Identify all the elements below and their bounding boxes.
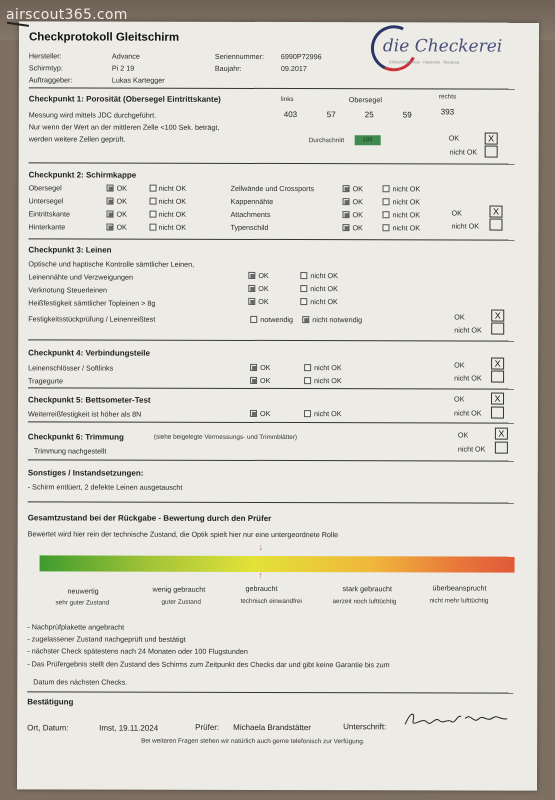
cp3-nicht-ok-label: nicht OK <box>454 325 482 335</box>
cp2-nicht-ok-checkbox[interactable] <box>382 211 389 218</box>
cp3-item: Leinennähte und Verzweigungen <box>28 272 134 282</box>
cp6-nicht-ok-box[interactable] <box>495 442 508 454</box>
cp3-nicht-notwendig-checkbox[interactable] <box>302 316 309 323</box>
cp6-item: Trimmung nachgestellt <box>33 446 107 456</box>
cp1-col-obersegel: Obersegel <box>348 95 382 105</box>
gesamt-subtitle: Bewertet wird hier rein der technische Zustand, die Optik spielt hier nur eine untergeordnete Rolle <box>27 529 339 540</box>
cp2-item: Kappennähte <box>230 196 274 206</box>
cp2-ok-checkbox[interactable] <box>106 224 113 231</box>
cp4-ok-text: OK <box>260 375 271 385</box>
cp2-ok-label: OK <box>451 208 462 218</box>
cp2-nicht-ok-text: nicht OK <box>158 209 187 219</box>
cp1-ok-box[interactable]: X <box>485 133 498 145</box>
note-line: - Das Prüfergebnis stellt den Zustand des Schirms zum Zeitpunkt des Checks dar und gibt keine Garantie bis zum <box>27 659 390 670</box>
scale-label: gebraucht <box>245 583 278 593</box>
watermark: airscout365.com <box>6 7 128 23</box>
cp3-title: Checkpunkt 3: Leinen <box>28 245 112 255</box>
cp2-nicht-ok-text: nicht OK <box>158 222 187 232</box>
cp6-ok-box[interactable]: X <box>495 428 508 440</box>
schirmtyp-label: Schirmtyp: <box>28 63 63 73</box>
cp6-title: Checkpunkt 6: Trimmung <box>27 432 124 442</box>
sonstiges-title: Sonstiges / Instandsetzungen: <box>27 468 144 478</box>
cp3-item: Festigkeitsstückprüfung / Leinenreißtest <box>28 314 156 324</box>
cp3-ok-checkbox[interactable] <box>248 272 255 279</box>
cp3-nicht-ok-text: nicht OK <box>310 297 338 307</box>
cp2-ok-text: OK <box>116 209 127 219</box>
arrow-up-icon: ↑ <box>258 569 264 580</box>
cp4-ok-label: OK <box>454 360 465 370</box>
cp3-ok-text: OK <box>258 270 269 280</box>
cp2-item: Attachments <box>230 209 271 219</box>
cp2-nicht-ok-checkbox[interactable] <box>382 224 389 231</box>
cp5-item: Weiterreißfestigkeit ist höher als 8N <box>27 409 142 419</box>
cp1-nicht-ok-label: nicht OK <box>449 147 478 157</box>
cp3-nicht-ok-box[interactable] <box>491 323 504 335</box>
cp1-col-rechts: rechts <box>438 93 457 101</box>
divider <box>28 339 514 341</box>
scale-sublabel: guter Zustand <box>161 598 201 606</box>
cp1-line2: Nur wenn der Wert an der mittleren Zelle <100 Sek. beträgt, <box>28 122 220 132</box>
cp4-title: Checkpunkt 4: Verbindungsteile <box>28 348 150 358</box>
divider <box>28 421 514 423</box>
cp2-nicht-ok-checkbox[interactable] <box>150 185 157 192</box>
cp2-item: Eintrittskante <box>28 209 71 219</box>
scale-label: wenig gebraucht <box>152 584 206 594</box>
cp1-value: 25 <box>364 110 374 120</box>
cp4-item: Leinenschlösser / Softlinks <box>28 363 114 373</box>
cp2-ok-checkbox[interactable] <box>107 185 114 192</box>
cp2-item: Untersegel <box>28 196 64 206</box>
sonstiges-text: - Schirm entlüert, 2 defekte Leinen ausgetauscht <box>27 482 183 492</box>
cp2-ok-checkbox[interactable] <box>106 211 113 218</box>
cp1-ok-label: OK <box>448 133 460 143</box>
bestaetigung-title: Bestätigung <box>27 697 74 707</box>
cp1-col-links: links <box>280 96 294 104</box>
cp2-nicht-ok-text: nicht OK <box>158 196 187 206</box>
cp2-item: Obersegel <box>28 183 62 193</box>
cp1-value: 393 <box>440 107 455 117</box>
cp1-value: 403 <box>283 110 298 120</box>
cp2-nicht-ok-text: nicht OK <box>158 183 187 193</box>
baujahr-label: Baujahr: <box>214 63 242 73</box>
divider <box>28 238 514 240</box>
cp3-ok-text: OK <box>258 296 269 306</box>
cp4-nicht-ok-text: nicht OK <box>314 363 342 373</box>
cp3-notwendig-text: notwendig <box>260 314 294 325</box>
scale-sublabel: technisch einwandfrei <box>240 597 302 606</box>
cp4-ok-box[interactable]: X <box>491 358 504 370</box>
cp5-nicht-ok-text: nicht OK <box>313 409 342 419</box>
cp3-nicht-ok-text: nicht OK <box>310 284 338 294</box>
cp3-item: Heißfestigkeit sämtlicher Topleinen > 8g <box>28 298 156 308</box>
cp3-nicht-ok-text: nicht OK <box>310 271 338 281</box>
cp2-ok-checkbox[interactable] <box>343 185 350 192</box>
cp1-avg-value: 186 <box>355 135 381 145</box>
divider <box>27 691 513 693</box>
cp5-title: Checkpunkt 5: Bettsometer-Test <box>28 395 151 405</box>
cp2-title: Checkpunkt 2: Schirmkappe <box>28 170 137 180</box>
cp5-nicht-ok-checkbox[interactable] <box>304 410 311 417</box>
scale-label: stark gebraucht <box>342 584 393 594</box>
cp3-item: Verknotung Steuerleinen <box>28 285 108 295</box>
schirmtyp-value: Pi 2 19 <box>111 63 135 73</box>
cp3-ok-checkbox[interactable] <box>248 298 255 305</box>
cp1-line1: Messung wird mittels JDC durchgeführt. <box>28 110 157 120</box>
condition-scale-bar <box>40 555 515 572</box>
auftraggeber-value: Lukas Kartegger <box>111 75 165 85</box>
cp2-ok-checkbox[interactable] <box>343 198 350 205</box>
cp3-nicht-ok-checkbox[interactable] <box>300 272 307 279</box>
cp3-nicht-ok-checkbox[interactable] <box>300 285 307 292</box>
cp2-item: Hinterkante <box>28 222 66 232</box>
signature-icon <box>401 708 511 730</box>
scale-sublabel: aerzeit noch lufttüchtig <box>332 598 397 606</box>
seriennummer-value: 6990P72996 <box>280 52 322 62</box>
cp2-nicht-ok-text: nicht OK <box>392 223 421 233</box>
cp2-item: Zellwände und Crossports <box>230 183 315 194</box>
seriennummer-label: Seriennummer: <box>214 51 265 61</box>
scale-label: neuwertig <box>67 586 99 596</box>
pruefer-label: Prüfer: <box>195 722 220 732</box>
cp2-ok-checkbox[interactable] <box>107 198 114 205</box>
cp2-nicht-ok-text: nicht OK <box>392 197 421 207</box>
hersteller-label: Hersteller: <box>28 51 62 61</box>
cp2-ok-text: OK <box>352 223 363 233</box>
cp1-line3: werden weitere Zellen geprüft. <box>28 134 126 144</box>
cp4-nicht-ok-checkbox[interactable] <box>304 377 311 384</box>
cp5-ok-box[interactable]: X <box>491 393 504 405</box>
ort-value: Imst, 19.11.2024 <box>99 723 159 733</box>
cp3-ok-text: OK <box>258 283 269 293</box>
cp3-item: Optische und haptische Kontrolle sämtlicher Leinen, <box>28 259 195 269</box>
cp1-nicht-ok-box[interactable] <box>485 146 498 158</box>
note-line: Datum des nächsten Checks. <box>33 677 128 687</box>
scale-sublabel: nicht mehr lufttüchtig <box>429 597 489 605</box>
cp5-nicht-ok-label: nicht OK <box>453 408 482 418</box>
cp2-ok-text: OK <box>352 210 363 220</box>
cp4-nicht-ok-checkbox[interactable] <box>304 364 311 371</box>
cp3-notwendig-checkbox[interactable] <box>250 316 257 323</box>
cp2-ok-text: OK <box>116 222 127 232</box>
divider <box>28 501 514 503</box>
cp2-ok-text: OK <box>352 197 363 207</box>
cp2-ok-checkbox[interactable] <box>342 211 349 218</box>
cp2-nicht-ok-text: nicht OK <box>392 210 421 220</box>
cp2-nicht-ok-checkbox[interactable] <box>383 185 390 192</box>
cp2-nicht-ok-label: nicht OK <box>451 221 480 231</box>
cp2-nicht-ok-checkbox[interactable] <box>383 198 390 205</box>
divider <box>28 459 514 461</box>
unterschrift-label: Unterschrift: <box>343 722 387 732</box>
cp2-ok-text: OK <box>116 183 127 193</box>
cp4-ok-checkbox[interactable] <box>250 364 257 371</box>
cp2-nicht-ok-text: nicht OK <box>392 184 421 194</box>
scale-sublabel: sehr guter Zustand <box>55 599 110 607</box>
check-protocol-sheet <box>17 21 539 790</box>
cp3-nicht-ok-checkbox[interactable] <box>300 298 307 305</box>
note-line: - Nachprüfplakette angebracht <box>27 622 125 632</box>
cp2-ok-box[interactable]: X <box>489 206 502 218</box>
cp4-item: Tragegurte <box>28 376 63 386</box>
cp4-ok-text: OK <box>260 362 271 372</box>
cp4-ok-checkbox[interactable] <box>250 377 257 384</box>
cp5-ok-label: OK <box>454 394 465 404</box>
gesamt-title: Gesamtzustand bei der Rückgabe - Bewertung durch den Prüfer <box>27 513 272 523</box>
cp1-title: Checkpunkt 1: Porosität (Obersegel Eintrittskante) <box>28 94 221 104</box>
note-line: - nächster Check spätestens nach 24 Monaten oder 100 Flugstunden <box>27 646 248 656</box>
footer-text: Bei weiteren Fragen stehen wir natürlich auch gerne telefonisch zur Verfügung. <box>141 737 365 746</box>
cp1-value: 57 <box>326 110 336 120</box>
cp2-nicht-ok-checkbox[interactable] <box>150 198 157 205</box>
cp1-avg-label: Durchschnitt <box>308 137 345 145</box>
cp3-nicht-notwendig-text: nicht notwendig <box>312 315 363 325</box>
auftraggeber-label: Auftraggeber: <box>28 75 73 85</box>
cp3-ok-checkbox[interactable] <box>248 285 255 292</box>
cp4-nicht-ok-text: nicht OK <box>314 376 342 386</box>
cp2-item: Typenschild <box>230 222 269 232</box>
cp3-ok-label: OK <box>454 312 465 322</box>
logo-tagline: Gleitschirmservice · Reparatur · Beratung <box>388 60 459 65</box>
cp5-nicht-ok-box[interactable] <box>491 407 504 419</box>
divider <box>29 87 515 89</box>
cp4-nicht-ok-box[interactable] <box>491 371 504 383</box>
pruefer-value: Michaela Brandstätter <box>233 722 311 733</box>
note-line: - zugelassener Zustand nachgeprüft und bestätigt <box>27 634 186 644</box>
arrow-down-icon: ↓ <box>258 541 264 552</box>
cp4-nicht-ok-label: nicht OK <box>454 373 482 383</box>
cp2-ok-text: OK <box>352 184 363 194</box>
cp6-note: (siehe beigelegte Vermessungs- und Trimmblätter) <box>153 433 298 442</box>
ort-label: Ort, Datum: <box>27 723 69 733</box>
cp6-nicht-ok-label: nicht OK <box>457 444 486 454</box>
cp2-ok-text: OK <box>116 196 127 206</box>
cp2-nicht-ok-checkbox[interactable] <box>149 224 156 231</box>
divider <box>29 162 515 164</box>
cp5-ok-text: OK <box>259 408 271 418</box>
logo-text: die Checkerei <box>382 36 503 57</box>
hersteller-value: Advance <box>111 51 140 61</box>
cp6-ok-label: OK <box>457 430 469 440</box>
cp2-nicht-ok-box[interactable] <box>489 219 502 231</box>
document-title: Checkprotokoll Gleitschirm <box>28 31 180 44</box>
cp1-value: 59 <box>402 110 412 120</box>
scale-label: überbeansprucht <box>432 583 487 593</box>
divider <box>28 387 514 389</box>
cp2-nicht-ok-checkbox[interactable] <box>149 211 156 218</box>
cp3-ok-box[interactable]: X <box>491 310 504 322</box>
cp5-ok-checkbox[interactable] <box>250 410 257 417</box>
cp2-ok-checkbox[interactable] <box>342 224 349 231</box>
baujahr-value: 09.2017 <box>280 64 307 74</box>
